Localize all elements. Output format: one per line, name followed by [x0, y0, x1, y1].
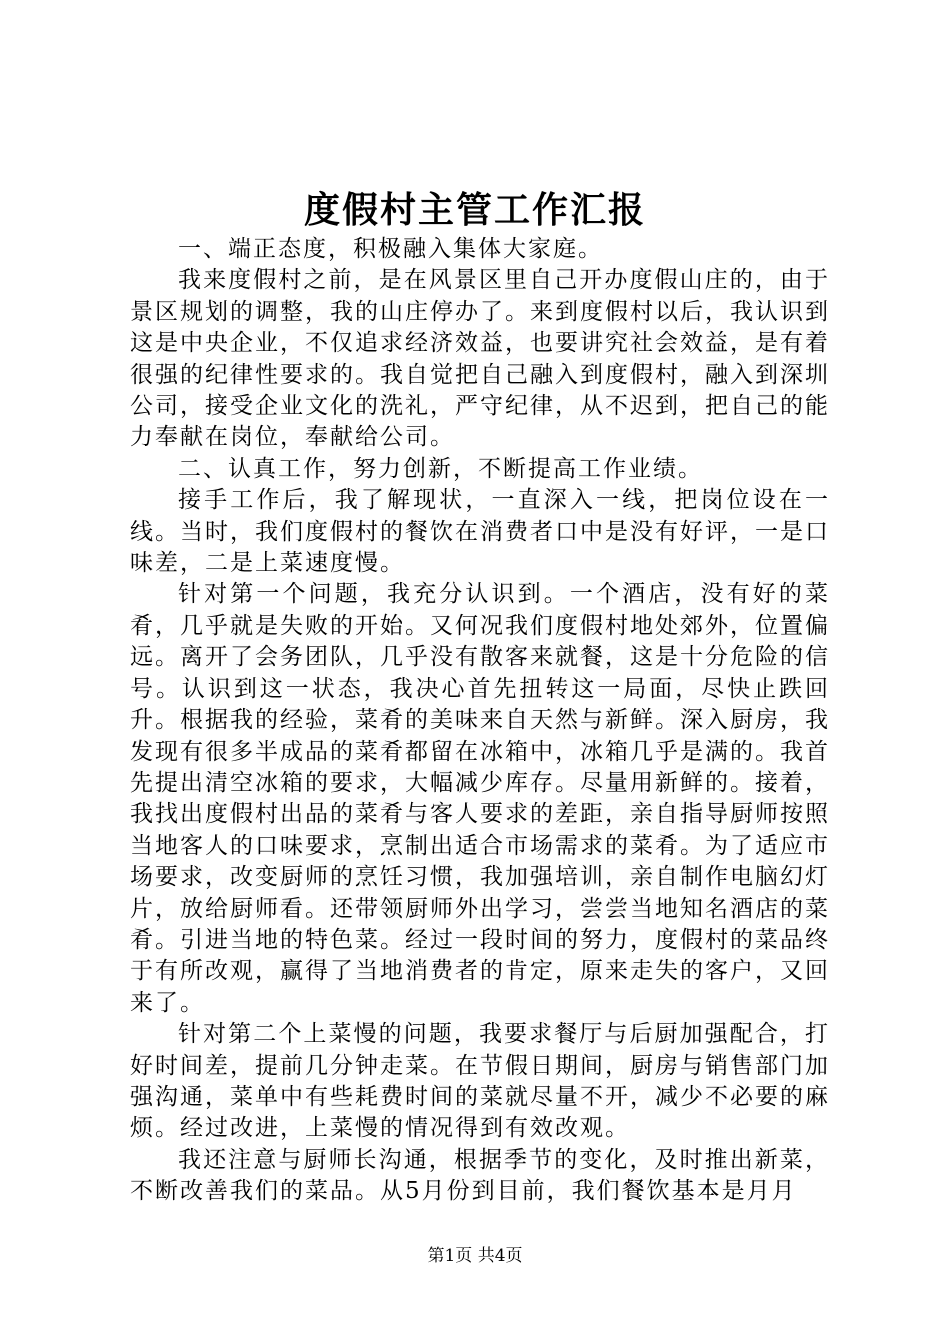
- document-title: 度假村主管工作汇报: [303, 189, 646, 231]
- paragraph: 我还注意与厨师长沟通，根据季节的变化，及时推出新菜，不断改善我们的菜品。从5月份到目前，我们餐饮基本是月月: [130, 1146, 830, 1205]
- paragraph: 接手工作后，我了解现状，一直深入一线，把岗位设在一线。当时，我们度假村的餐饮在消费者口中是没有好评，一是口味差，二是上菜速度慢。: [130, 487, 830, 577]
- paragraph: 针对第一个问题，我充分认识到。一个酒店，没有好的菜肴，几乎就是失败的开始。又何况我们度假村地处郊外，位置偏远。离开了会务团队，几乎没有散客来就餐，这是十分危险的信号。认识到这一状态，我决心首先扭转这一局面，尽快止跌回升。根据我的经验，菜肴的美味来自天然与新鲜。深入厨房，我发现有很多半成品的菜肴都留在冰箱中，冰箱几乎是满的。我首先提出清空冰箱的要求，大幅减少库存。尽量用新鲜的。接着，我找出度假村出品的菜肴与客人要求的差距，亲自指导厨师按照当地客人的口味要求，烹制出适合市场需求的菜肴。为了适应市场要求，改变厨师的烹饪习惯，我加强培训，亲自制作电脑幻灯片，放给厨师看。还带领厨师外出学习，尝尝当地知名酒店的菜肴。引进当地的特色菜。经过一段时间的努力，度假村的菜品终于有所改观，赢得了当地消费者的肯定，原来走失的客户，又回来了。: [130, 581, 830, 1016]
- section-heading-2: 二、认真工作，努力创新，不断提高工作业绩。: [178, 455, 703, 482]
- section-heading-1: 一、端正态度，积极融入集体大家庭。: [178, 236, 603, 262]
- page-number-footer: 第1页 共4页: [427, 1246, 523, 1266]
- document-body: [130, 234, 830, 1208]
- paragraph: 我来度假村之前，是在风景区里自己开办度假山庄的，由于景区规划的调整，我的山庄停办了。来到度假村以后，我认识到这是中央企业，不仅追求经济效益，也要讲究社会效益，是有着很强的纪律性要求的。我自觉把自己融入到度假村，融入到深圳公司，接受企业文化的洗礼，严守纪律，从不迟到，把自己的能力奉献在岗位，奉献给公司。: [130, 267, 830, 451]
- paragraph: 针对第二个上菜慢的问题，我要求餐厅与后厨加强配合，打好时间差，提前几分钟走菜。在节假日期间，厨房与销售部门加强沟通，菜单中有些耗费时间的菜就尽量不开，减少不必要的麻烦。经过改进，上菜慢的情况得到有效改观。: [130, 1021, 830, 1142]
